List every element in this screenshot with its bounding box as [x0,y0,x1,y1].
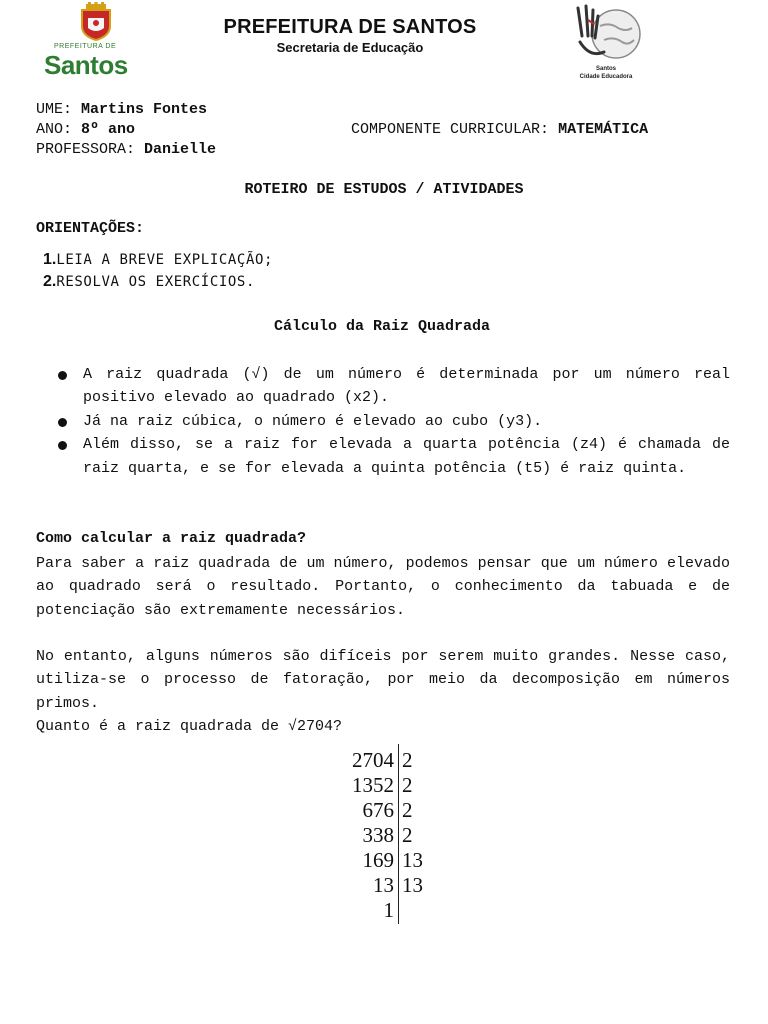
factorization-factors [402,748,442,898]
orientacao-text: RESOLVA OS EXERCÍCIOS. [56,274,255,290]
factorization-factor: 13 [402,848,423,872]
page-header-title: PREFEITURA DE SANTOS [223,16,477,38]
factorization-number: 2704 [352,748,394,772]
factorization-divider [398,744,399,924]
componente-value: MATEMÁTICA [558,121,649,138]
bullet-item [56,433,730,480]
ano-value: 8º ano [81,121,136,138]
orientacao-text: LEIA A BREVE EXPLICAÇÃO; [56,252,274,268]
factorization-factor: 2 [402,748,413,772]
professora-value: Danielle [144,141,217,158]
how-paragraph: Para saber a raiz quadrada de um número, podemos pensar que um número elevado ao quadrado será o resultado. Portanto, o conhecimento da tabuada e de potenciação são extremamente necessários. [36,555,730,619]
componente-label: COMPONENTE CURRICULAR: [351,121,550,138]
logo-caption-tagline: Cidade Educadora [579,74,633,80]
logo-top-text: PREFEITURA DE [54,43,117,50]
question-line: Quanto é a raiz quadrada de √2704? [36,718,343,735]
santos-crest-icon [76,2,116,42]
orientacao-item [43,271,273,293]
ano-label: ANO: [36,121,73,138]
componente-line [351,120,648,140]
bullet-icon [58,371,67,380]
how-heading: Como calcular a raiz quadrada? [36,530,307,547]
factorization-factor: 2 [402,798,413,822]
bullet-item [56,410,730,433]
factorization-number: 1 [383,898,394,922]
cidade-educadora-logo [568,2,644,84]
ano-line [36,120,135,140]
ume-label: UME: [36,101,73,118]
factorization-numbers [330,748,394,923]
logo-name: Santos [44,50,128,80]
bullet-text: A raiz quadrada (√) de um número é determinada por um número real positivo elevado ao quadrado (x2). [83,366,730,407]
document-title: ROTEIRO DE ESTUDOS / ATIVIDADES [244,181,524,198]
factorization-number: 676 [362,798,394,822]
prefeitura-santos-logo [40,2,152,80]
factorization-factor: 2 [402,823,413,847]
factorization-number: 338 [362,823,394,847]
logo-caption-city: Santos [595,66,616,72]
bullet-text: Além disso, se a raiz for elevada a quarta potência (z4) é chamada de raiz quarta, e se for elevada a quinta potência (t5) é raiz quinta. [83,436,730,477]
how-paragraph: No entanto, alguns números são difíceis por serem muito grandes. Nesse caso, utiliza-se o processo de fatoração, por meio da decomposição em números primos. [36,648,730,712]
bullet-list [56,363,730,480]
factorization-number: 13 [373,873,394,897]
section-title: Cálculo da Raiz Quadrada [273,318,491,335]
factorization-factor: 13 [402,873,423,897]
professora-label: PROFESSORA: [36,141,136,158]
bullet-icon [58,418,67,427]
factorization-number: 169 [362,848,394,872]
professora-line [36,140,216,160]
orientacao-number: 2. [43,273,57,290]
globe-hands-icon [570,2,642,64]
page-header-subtitle: Secretaria de Educação [276,40,424,55]
orientacao-number: 1. [43,251,57,268]
orientacao-item [43,249,273,271]
factorization-number: 1352 [352,773,394,797]
orientacoes-list [43,249,273,293]
factorization-factor: 2 [402,773,413,797]
ume-line [36,100,207,120]
orientacoes-heading: ORIENTAÇÕES: [36,220,145,237]
bullet-text: Já na raiz cúbica, o número é elevado ao cubo (y3). [83,412,543,430]
bullet-item [56,363,730,410]
ume-value: Martins Fontes [81,101,208,118]
bullet-icon [58,441,67,450]
